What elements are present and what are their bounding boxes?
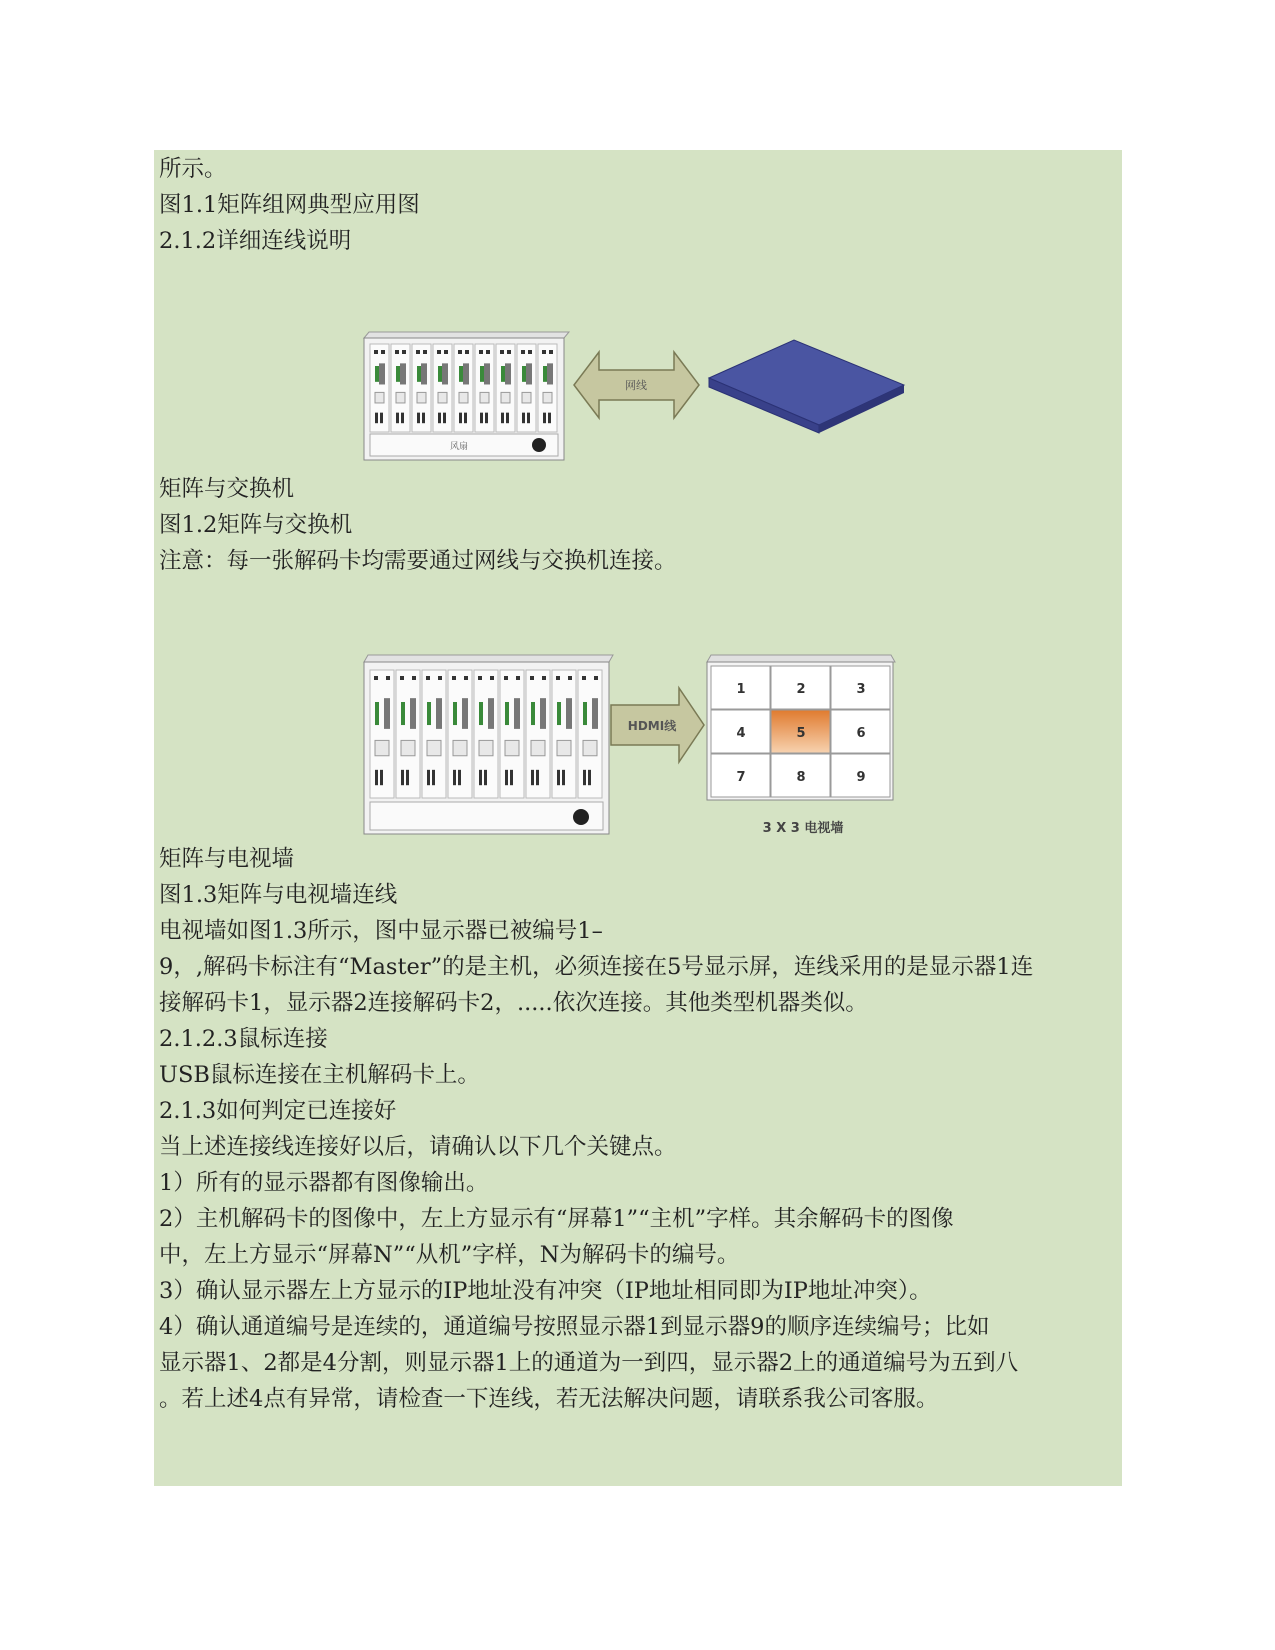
list-item: 3）确认显示器左上方显示的IP地址没有冲突（IP地址相同即为IP地址冲突）。 [159,1278,932,1304]
decoder-card-icon [396,670,420,798]
video-wall-screen [771,666,830,709]
decoder-card-icon [517,344,536,432]
decoder-card-icon [475,344,494,432]
video-wall [707,655,895,800]
screen-number: 8 [796,770,806,785]
figure-matrix-videowall [359,650,904,850]
hdmi-cable-arrow-icon [611,688,704,762]
figure-caption: 图1.1矩阵组网典型应用图 [159,192,420,218]
decoder-card-icon [412,344,431,432]
list-item: 4）确认通道编号是连续的，通道编号按照显示器1到显示器9的顺序连续编号；比如 [159,1314,990,1340]
figure-matrix-switch [354,330,914,465]
figure-label: 矩阵与电视墙 [159,846,295,872]
screen-number: 2 [796,682,806,697]
chassis-label: 风扇 [449,442,469,452]
decoder-card-icon [526,670,550,798]
text-line: 接解码卡1，显示器2连接解码卡2，.....依次连接。其他类型机器类似。 [159,990,868,1016]
video-wall-caption: 3 X 3 电视墙 [762,821,844,836]
note-text: 注意：每一张解码卡均需要通过网线与交换机连接。 [159,548,677,574]
section-heading: 2.1.2详细连线说明 [159,228,352,254]
decoder-card-icon [538,344,557,432]
video-wall-screen [711,666,770,709]
document-page [154,150,1122,1486]
text-line: 显示器1、2都是4分割，则显示器1上的通道为一到四，显示器2上的通道编号为五到八 [159,1350,1019,1376]
screen-number: 6 [856,726,866,741]
decoder-card-icon [500,670,524,798]
text-line: USB鼠标连接在主机解码卡上。 [159,1062,480,1088]
list-item: 2）主机解码卡的图像中，左上方显示有“屏幕1”“主机”字样。其余解码卡的图像 [159,1206,954,1232]
list-item: 1）所有的显示器都有图像输出。 [159,1170,489,1196]
decoder-card-icon [474,670,498,798]
video-wall-screen [831,666,890,709]
video-wall-screen [831,710,890,753]
decoder-card-icon [433,344,452,432]
decoder-card-icon [391,344,410,432]
decoder-card-icon [552,670,576,798]
screen-number: 3 [856,682,866,697]
text-line: 当上述连接线连接好以后，请确认以下几个关键点。 [159,1134,677,1160]
decoder-card-icon [370,344,389,432]
text-line: 中，左上方显示“屏幕N”“从机”字样，N为解码卡的编号。 [159,1242,740,1268]
screen-number: 5 [796,726,806,741]
video-wall-screen [711,754,770,797]
section-heading: 2.1.2.3鼠标连接 [159,1026,328,1052]
text-line: 电视墙如图1.3所示，图中显示器已被编号1– [159,918,603,944]
video-wall-screen [771,710,830,753]
video-wall-screen [711,710,770,753]
decoder-card-icon [370,670,394,798]
decoder-card-icon [496,344,515,432]
figure-caption: 图1.2矩阵与交换机 [159,512,353,538]
decoder-card-icon [578,670,602,798]
arrow-label: HDMI线 [627,719,677,733]
text-line: 。若上述4点有异常，请检查一下连线，若无法解决问题，请联系我公司客服。 [159,1386,939,1412]
figure-caption: 图1.3矩阵与电视墙连线 [159,882,398,908]
network-switch-icon [709,340,904,433]
text-line: 所示。 [159,156,227,182]
screen-number: 9 [856,770,866,785]
decoder-card-icon [422,670,446,798]
screen-number: 7 [736,770,746,785]
network-cable-arrow-icon [574,352,699,418]
decoder-card-icon [454,344,473,432]
text-line: 9，,解码卡标注有“Master”的是主机，必须连接在5号显示屏，连线采用的是显示器1连 [159,954,1034,980]
screen-number: 4 [736,726,746,741]
section-heading: 2.1.3如何判定已连接好 [159,1098,397,1124]
video-wall-screen [831,754,890,797]
arrow-label: 网线 [625,379,647,392]
figure-label: 矩阵与交换机 [159,476,295,502]
video-wall-screen [771,754,830,797]
screen-number: 1 [736,682,746,697]
decoder-card-icon [448,670,472,798]
